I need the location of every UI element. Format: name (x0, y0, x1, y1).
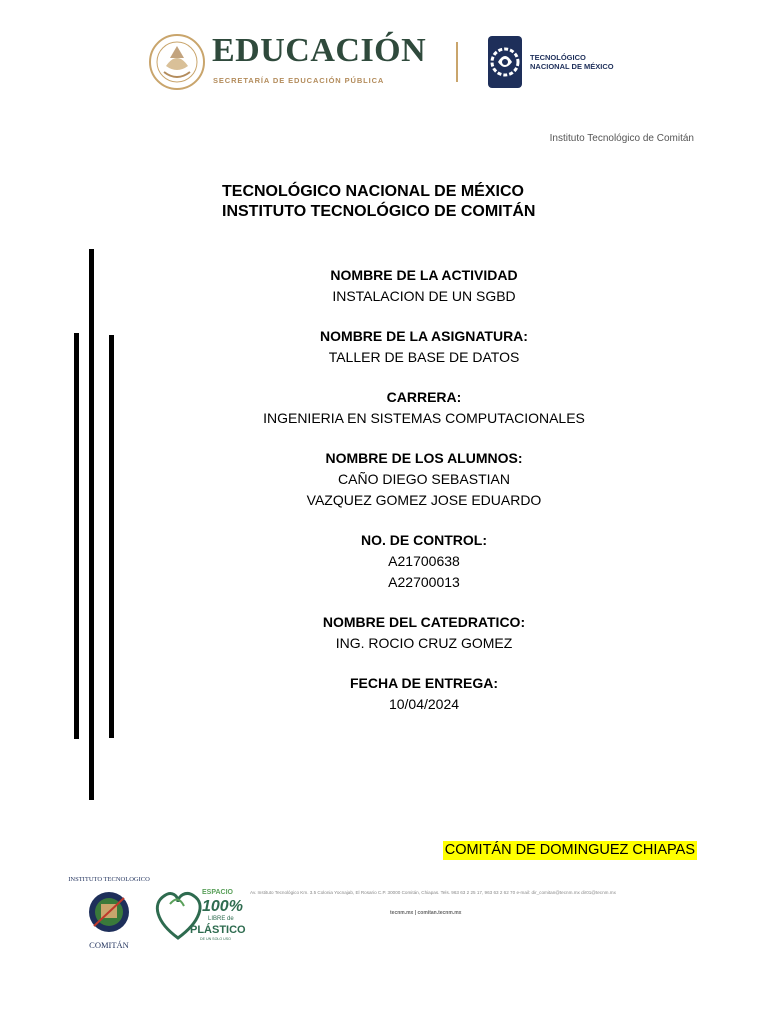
title-line-2: INSTITUTO TECNOLÓGICO DE COMITÁN (222, 203, 536, 220)
section-teacher (184, 612, 664, 654)
plastic-logo-line-1: ESPACIO (202, 889, 233, 896)
section-students (184, 448, 664, 511)
section-label: FECHA DE ENTREGA: (349, 675, 499, 691)
plastic-logo-line-2: 100% (202, 898, 243, 915)
footer-address: Av. Instituto Tecnológico Km. 3.5 Colonia Yocnajab, El Rosario C.P. 30000 Comitán, Chiapas. Tels. 963 63 2 25 17, 963 63 2 62 70 e-mail: dir_comitan@tecnm.mx dir01@tecnm.mx (250, 890, 616, 895)
header-divider (456, 42, 458, 82)
tecnm-line-1: TECNOLÓGICO (530, 53, 586, 62)
decorative-bar (74, 333, 79, 739)
sep-subtitle: SECRETARÍA DE EDUCACIÓN PÚBLICA (213, 76, 385, 85)
section-activity (184, 265, 664, 307)
section-value: INGENIERIA EN SISTEMAS COMPUTACIONALES (263, 410, 585, 426)
section-value: A21700638 (388, 553, 460, 569)
decorative-bar (89, 249, 94, 800)
section-value: INSTALACION DE UN SGBD (332, 288, 516, 304)
section-career (184, 387, 664, 429)
tecnm-logo-text (530, 53, 614, 71)
section-value: A22700013 (388, 574, 460, 590)
section-value: 10/04/2024 (388, 696, 460, 712)
section-label: CARRERA: (386, 389, 462, 405)
plastic-logo-line-3: LIBRE de (208, 916, 234, 922)
section-date (184, 673, 664, 715)
itc-comitan-logo (68, 874, 150, 952)
section-label: NOMBRE DE LA ASIGNATURA: (320, 328, 528, 344)
plastic-logo-line-5: DE UN SOLO USO (200, 937, 231, 941)
tecnm-line-2: NACIONAL DE MÉXICO (530, 62, 614, 71)
plastic-logo-line-4: PLÁSTICO (190, 924, 246, 936)
section-label: NOMBRE DEL CATEDRATICO: (322, 614, 526, 630)
section-value: TALLER DE BASE DE DATOS (328, 349, 520, 365)
section-value: VAZQUEZ GOMEZ JOSE EDUARDO (306, 492, 542, 508)
itc-logo-top-text: INSTITUTO TECNOLOGICO (68, 876, 150, 883)
decorative-bar (109, 335, 114, 738)
section-subject (184, 326, 664, 368)
section-value: ING. ROCIO CRUZ GOMEZ (335, 635, 513, 651)
location-highlight: COMITÁN DE DOMINGUEZ CHIAPAS (444, 842, 695, 858)
tecnm-logo (486, 32, 524, 92)
cover-info (184, 265, 664, 734)
title-line-1: TECNOLÓGICO NACIONAL DE MÉXICO (222, 183, 524, 200)
section-control-numbers (184, 530, 664, 593)
plastic-free-logo (152, 880, 246, 946)
section-label: NOMBRE DE LOS ALUMNOS: (325, 450, 523, 466)
section-label: NOMBRE DE LA ACTIVIDAD (330, 267, 518, 283)
section-value: CAÑO DIEGO SEBASTIAN (338, 471, 510, 487)
section-label: NO. DE CONTROL: (361, 532, 487, 548)
document-title (222, 182, 535, 222)
educacion-title: EDUCACIÓN (212, 32, 427, 69)
footer-website: tecnm.mx | comitan.tecnm.mx (390, 910, 462, 916)
itc-logo-bottom-text: COMITÁN (89, 940, 129, 950)
institute-header: Instituto Tecnológico de Comitán (549, 133, 694, 144)
sep-seal-logo (148, 32, 206, 92)
